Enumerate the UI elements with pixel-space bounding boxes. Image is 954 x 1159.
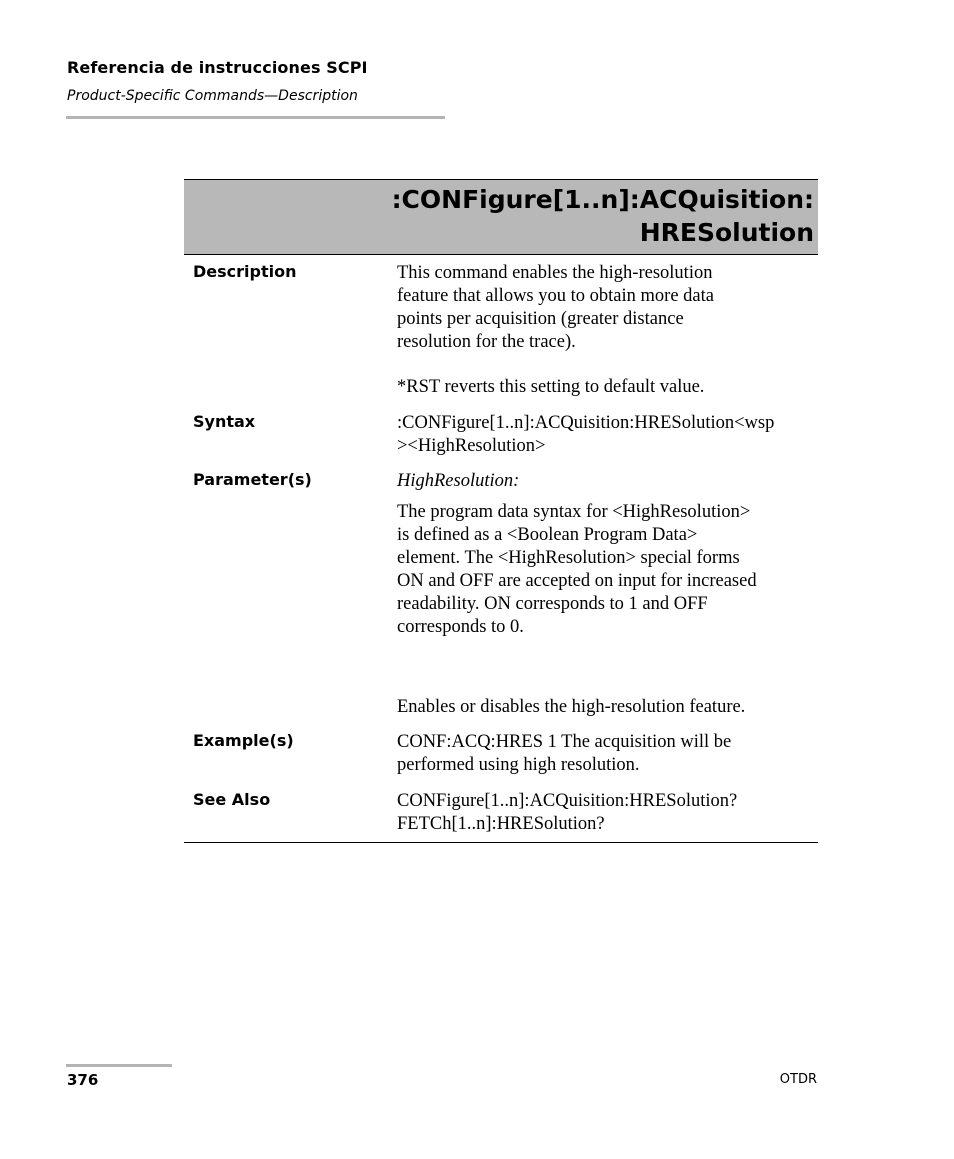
examples-label: Example(s) — [193, 731, 294, 750]
examples-text: CONF:ACQ:HRES 1 The acquisition will be performed using high resolution. — [397, 732, 732, 775]
running-header-title: Referencia de instrucciones SCPI — [67, 58, 368, 77]
command-title — [392, 183, 814, 249]
command-title-box — [184, 179, 818, 255]
table-bottom-rule — [184, 842, 818, 843]
footer-divider — [66, 1064, 172, 1067]
parameter-description: The program data syntax for <HighResolution> is defined as a <Boolean Program Data> element. The <HighResolution> special forms ON and OFF are accepted on input for increased readability. ON corresponds to 1 and OFF corresponds to 0. — [397, 502, 757, 637]
running-header-subtitle: Product-Specific Commands—Description — [67, 88, 358, 104]
see-also-label: See Also — [193, 790, 271, 809]
parameter-name: HighResolution: — [397, 471, 520, 491]
parameter-note: Enables or disables the high-resolution feature. — [397, 697, 746, 717]
command-title-line-1: :CONFigure[1..n]:ACQuisition: — [391, 185, 814, 214]
see-also-text: CONFigure[1..n]:ACQuisition:HRESolution? FETCh[1..n]:HRESolution? — [397, 791, 738, 834]
description-label: Description — [193, 262, 297, 281]
header-divider — [66, 116, 445, 119]
command-title-line-2: HRESolution — [639, 218, 814, 247]
syntax-text: :CONFigure[1..n]:ACQuisition:HRESolution<wsp ><HighResolution> — [397, 413, 775, 456]
product-name: OTDR — [779, 1072, 817, 1087]
parameters-label: Parameter(s) — [193, 470, 312, 489]
syntax-label: Syntax — [193, 412, 256, 431]
page-number: 376 — [67, 1071, 99, 1089]
description-text: This command enables the high-resolution feature that allows you to obtain more data points per acquisition (greater distance resolution for the trace). — [397, 263, 714, 352]
description-note: *RST reverts this setting to default value. — [397, 377, 705, 397]
